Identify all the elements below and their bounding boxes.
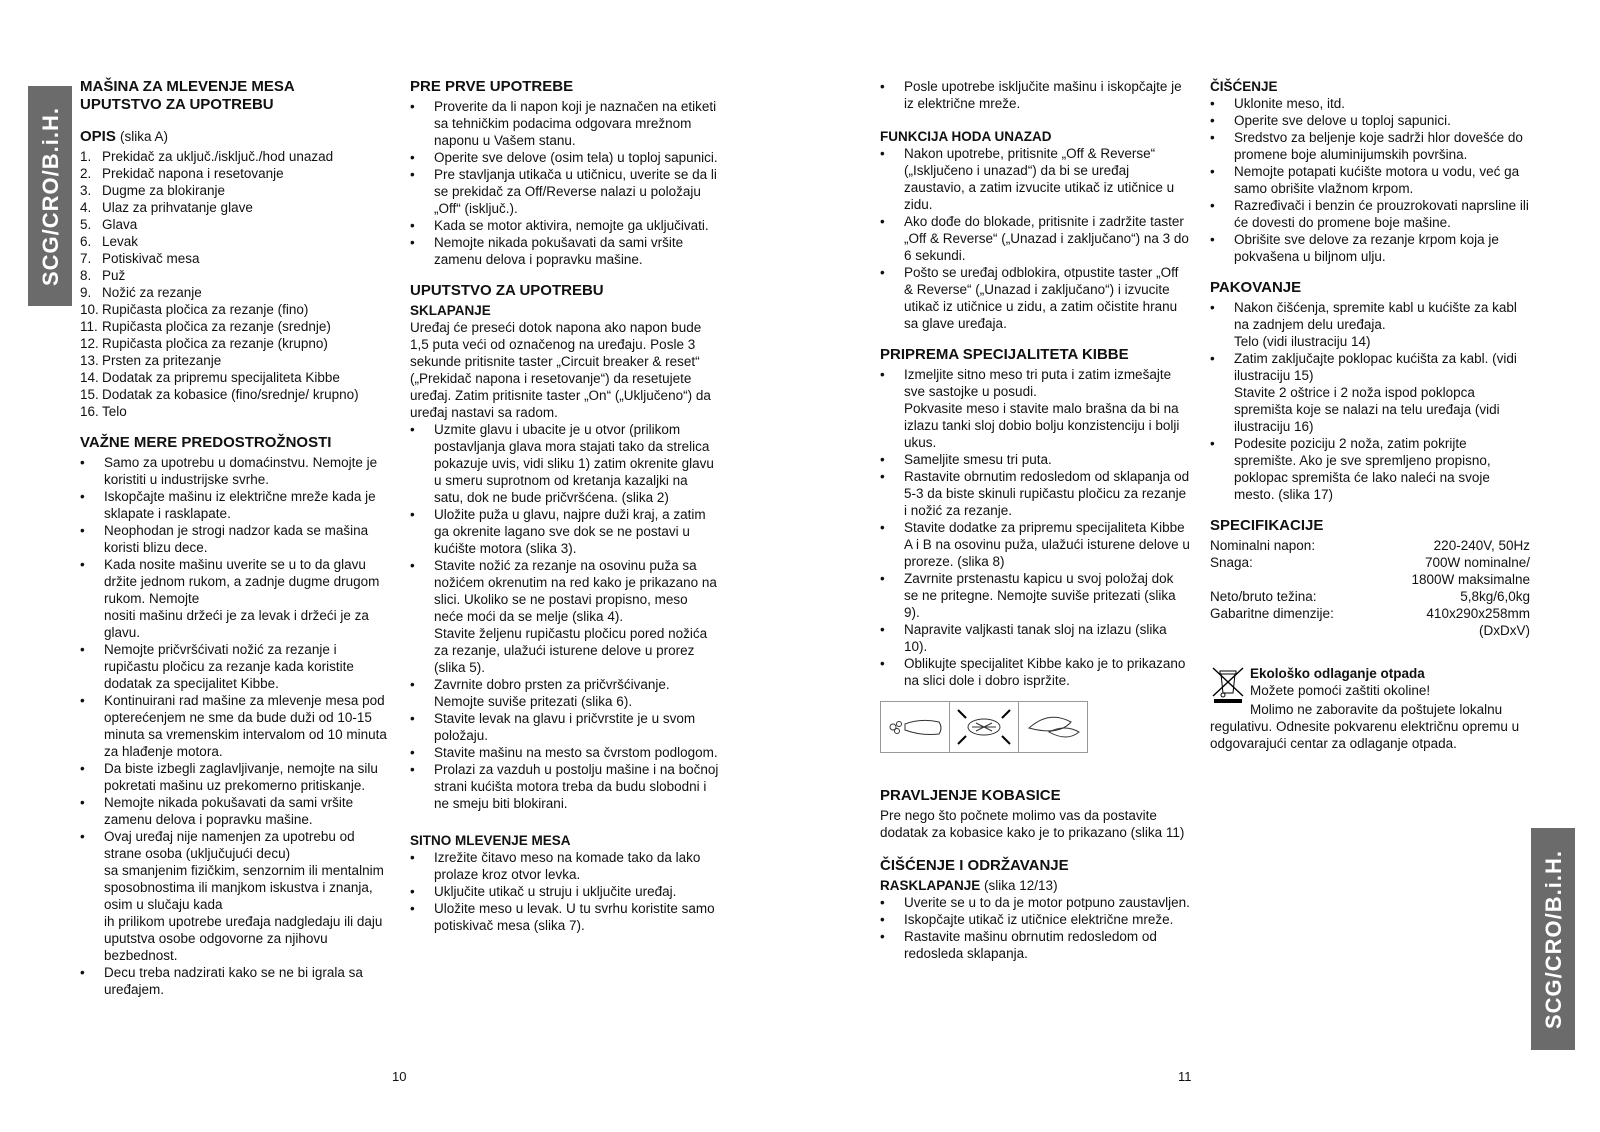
spec-key: Neto/bruto težina: [1210,589,1317,604]
bullet-icon: • [410,884,415,899]
packing-list [1210,299,1530,503]
part-item [80,352,390,369]
list-item [880,911,1190,928]
spec-row [1210,605,1530,639]
bullet-icon: • [410,677,415,692]
list-item-text: Zavrnite dobro prsten za pričvršćivanje. Nemojte suviše pritezati (slika 6). [434,677,670,709]
bullet-icon: • [80,642,85,657]
list-item-text: Rastavite mašinu obrnutim redosledom od redosleda sklapanja. [904,929,1157,961]
list-item [80,964,390,998]
safety-heading: VAŽNE MERE PREDOSTROŽNOSTI [80,434,332,451]
list-item [410,557,720,676]
list-item-text: Kontinuirani rad mašine za mlevenje mesa pod opterećenjem ne sme da bude duži od 10-15 minuta sa vremenskim intervalom od 10 minuta za hlađenje motora. [104,693,387,759]
bullet-icon: • [880,265,885,280]
bullet-icon: • [410,235,415,250]
part-item [80,318,390,335]
bullet-icon: • [1210,130,1215,145]
bullet-icon: • [880,622,885,637]
bullet-icon: • [80,795,85,810]
bullet-icon: • [880,469,885,484]
part-number: 15. [80,387,99,402]
list-item [880,621,1190,655]
part-item [80,250,390,267]
kibbe-shaped-illustration [1019,702,1087,752]
list-item-text: Sredstvo za beljenje koje sadrži hlor dovešće do promene boje aluminijumskih površina. [1234,130,1523,162]
list-item [1210,95,1530,112]
packing-heading: PAKOVANJE [1210,279,1302,296]
bullet-icon: • [1210,351,1215,366]
part-number: 1. [80,149,92,164]
column-4 [1210,78,1530,752]
list-item [1210,350,1530,435]
bullet-icon: • [410,218,415,233]
list-item [80,522,390,556]
list-item [80,828,390,964]
list-item-text: Stavite mašinu na mesto sa čvrstom podlogom. [434,745,718,760]
spec-value: 700W nominalne/ 1800W maksimalne [1411,555,1530,587]
kibbe-tube-illustration [881,702,950,752]
fine-mincing-heading: SITNO MLEVENJE MESA [410,833,571,848]
list-item [1210,163,1530,197]
part-item [80,301,390,318]
specifications-table [1210,537,1530,639]
part-number: 10. [80,302,99,317]
list-item-text: Decu treba nadzirati kako se ne bi igrala sa uređajem. [104,965,363,997]
list-item-text: Podesite poziciju 2 noža, zatim pokrijte spremište. Ako je sve spremljeno propisno, poklopac spremišta će lako naleći na svoje mesto. (slika 17) [1234,436,1491,502]
list-item [80,488,390,522]
kibbe-illustration [880,701,1088,753]
list-item [1210,112,1530,129]
list-item [410,421,720,506]
disassembly-list [880,894,1190,962]
spec-key: Snaga: [1210,555,1253,570]
list-item-text: Sameljite smesu tri puta. [904,452,1052,467]
bullet-icon: • [410,745,415,760]
list-item [80,760,390,794]
part-item [80,216,390,233]
part-number: 16. [80,404,99,419]
part-label: Puž [102,268,126,283]
reverse-heading: FUNKCIJA HODA UNAZAD [880,129,1052,144]
bullet-icon: • [880,929,885,944]
part-item [80,369,390,386]
part-number: 13. [80,353,99,368]
list-item-text: Samo za upotrebu u domaćinstvu. Nemojte je koristiti u industrijske svrhe. [104,455,378,487]
part-label: Rupičasta pločica za rezanje (krupno) [102,336,328,351]
list-item [80,794,390,828]
list-item [410,761,720,812]
eco-text: Molimo ne zaboravite da poštujete lokalnu regulativu. Odnesite pokvarenu električnu opremu u odgovarajući centar za odlaganje otpada. [1210,702,1520,751]
list-item [80,692,390,760]
list-item [80,454,390,488]
list-item-text: Prolazi za vazduh u postolju mašine i na bočnoj strani kućišta motora treba da budu slobodni i ne smeju biti blokirani. [434,762,719,811]
bullet-icon: • [410,558,415,573]
bullet-icon: • [1210,96,1215,111]
eco-line-1: Možete pomoći zaštiti okoline! [1250,683,1431,698]
continued-list [880,78,1190,112]
column-1 [80,78,390,998]
list-item-text: Nakon čišćenja, spremite kabl u kućište za kabl na zadnjem delu uređaja. Telo (vidi ilustraciju 14) [1234,300,1517,349]
part-item [80,335,390,352]
part-label: Dugme za blokiranje [102,183,226,198]
language-tab-left: SCG/CRO/B.i.H. [28,86,72,306]
part-item [80,148,390,165]
part-number: 4. [80,200,92,215]
part-label: Telo [102,404,127,419]
list-item-text: Nemojte nikada pokušavati da sami vršite zamenu delova i popravku mašine. [104,795,354,827]
list-item [1210,197,1530,231]
bullet-icon: • [880,452,885,467]
list-item [410,900,720,934]
list-item-text: Oblikujte specijalitet Kibbe kako je to prikazano na slici dole i dobro ispržite. [904,656,1186,688]
list-item [1210,231,1530,265]
specifications-heading: SPECIFIKACIJE [1210,517,1324,534]
list-item [410,710,720,744]
list-item [880,570,1190,621]
fine-mincing-list [410,849,720,934]
list-item-text: Nakon upotrebe, pritisnite „Off & Reverse“ („Isključeno i unazad“) da bi se uređaj zaustavio, a zatim izvucite utikač iz utičnice u zidu. [904,146,1175,212]
list-item-text: Operite sve delove u toploj sapunici. [1234,113,1451,128]
list-item-text: Nemojte potapati kućište motora u vodu, već ga samo obrišite vlažnom krpom. [1234,164,1520,196]
list-item [880,213,1190,264]
spec-key: Gabaritne dimenzije: [1210,606,1334,621]
list-item [880,928,1190,962]
part-number: 5. [80,217,92,232]
list-item [410,883,720,900]
pre-use-heading: PRE PRVE UPOTREBE [410,78,574,95]
parts-list [80,148,390,420]
spec-row [1210,588,1530,605]
list-item [80,556,390,641]
list-item [880,451,1190,468]
spec-value: 5,8kg/6,0kg [1460,589,1530,604]
bullet-icon: • [410,167,415,182]
list-item [1210,299,1530,350]
part-number: 6. [80,234,92,249]
list-item-text: Neophodan je strogi nadzor kada se mašina koristi blizu dece. [104,523,369,555]
part-label: Prekidač za uključ./isključ./hod unazad [102,149,334,164]
bullet-icon: • [410,507,415,522]
document-title: MAŠINA ZA MLEVENJE MESA UPUTSTVO ZA UPOTREBU [80,78,295,113]
page-number-left: 10 [392,1069,407,1084]
bullet-icon: • [880,520,885,535]
spec-value: 220-240V, 50Hz [1433,538,1530,553]
bullet-icon: • [880,367,885,382]
list-item-text: Izmeljite sitno meso tri puta i zatim izmešajte sve sastojke u posudi. Pokvasite meso i stavite malo brašna da bi na izlazu tanki sloj dobio bolju konzistenciju i bolji ukus. [904,367,1180,450]
part-label: Levak [102,234,139,249]
language-tab-right: SCG/CRO/B.i.H. [1531,828,1575,1050]
list-item-text: Iskopčajte mašinu iz električne mreže kada je sklapate i rasklapate. [104,489,376,521]
list-item-text: Razređivači i benzin će prouzrokovati naprsline ili će dovesti do promene boje mašine. [1234,198,1529,230]
bullet-icon: • [1210,198,1215,213]
bullet-icon: • [880,912,885,927]
pre-use-list [410,98,720,268]
kibbe-filling-illustration [950,702,1019,752]
list-item-text: Kada nosite mašinu uverite se u to da glavu držite jednom rukom, a zadnje dugme drugom rukom. Nemojte nositi mašinu držeći je za levak i držeći je za glavu. [104,557,380,640]
sausage-text: Pre nego što počnete molimo vas da postavite dodatak za kobasice kako je to prikazano (slika 11) [880,808,1185,840]
part-item [80,267,390,284]
list-item-text: Obrišite sve delove za rezanje krpom koja je pokvašena u biljnom ulju. [1234,232,1499,264]
part-number: 8. [80,268,92,283]
part-label: Rupičasta pločica za rezanje (srednje) [102,319,331,334]
part-label: Ulaz za prihvatanje glave [102,200,253,215]
part-label: Dodatak za kobasice (fino/srednje/ krupno) [102,387,359,402]
list-item-text: Ako dođe do blokade, pritisnite i zadržite taster „Off & Reverse“ („Unazad i zaključano“) na 3 do 6 sekundi. [904,214,1189,263]
part-number: 12. [80,336,99,351]
list-item [880,519,1190,570]
assembly-list [410,421,720,812]
list-item [880,264,1190,332]
list-item-text: Uklonite meso, itd. [1234,96,1346,111]
list-item [1210,129,1530,163]
bullet-icon: • [1210,436,1215,451]
part-label: Nožić za rezanje [102,285,202,300]
assembly-heading: SKLAPANJE [410,303,491,318]
list-item [880,145,1190,213]
list-item [410,166,720,217]
list-item [410,676,720,710]
bullet-icon: • [880,146,885,161]
list-item [880,894,1190,911]
list-item [880,78,1190,112]
list-item-text: Izrežite čitavo meso na komade tako da lako prolaze kroz otvor levka. [434,850,701,882]
list-item-text: Operite sve delove (osim tela) u toploj sapunici. [434,150,718,165]
part-label: Prsten za pritezanje [102,353,222,368]
list-item [880,655,1190,689]
list-item-text: Kada se motor aktivira, nemojte ga uključivati. [434,218,709,233]
bullet-icon: • [80,965,85,980]
part-number: 9. [80,285,92,300]
column-3 [880,78,1190,962]
part-label: Potiskivač mesa [102,251,200,266]
part-item [80,284,390,301]
part-label: Dodatak za pripremu specijaliteta Kibbe [102,370,340,385]
safety-list [80,454,390,998]
part-label: Glava [102,217,138,232]
part-item [80,182,390,199]
list-item-text: Nemojte nikada pokušavati da sami vršite zamenu delova i popravku mašine. [434,235,684,267]
list-item-text: Zavrnite prstenastu kapicu u svoj položaj dok se ne pritegne. Nemojte suviše pritezati (slika 9). [904,571,1176,620]
bullet-icon: • [880,895,885,910]
list-item-text: Pošto se uređaj odblokira, otpustite taster „Off & Reverse“ („Unazad i zaključano“) i izvucite utikač iz utičnice u zidu, a zatim očistite hranu sa glave uređaja. [904,265,1179,331]
list-item-text: Iskopčajte utikač iz utičnice električne mreže. [904,912,1174,927]
cleaning-maintenance-heading: ČIŠĆENJE I ODRŽAVANJE [880,857,1069,874]
list-item-text: Uložite puža u glavu, najpre duži kraj, a zatim ga okrenite lagano sve dok se ne postavi u kućište motora (slika 3). [434,507,706,556]
part-item [80,403,390,420]
list-item [410,149,720,166]
spec-value: 410x290x258mm (DxDxV) [1426,606,1530,638]
bullet-icon: • [410,150,415,165]
part-item [80,233,390,250]
disassembly-heading: RASKLAPANJE (slika 12/13) [880,878,1058,893]
bullet-icon: • [410,762,415,777]
bullet-icon: • [410,901,415,916]
bullet-icon: • [80,489,85,504]
reverse-list [880,145,1190,332]
list-item [880,468,1190,519]
bullet-icon: • [880,214,885,229]
part-number: 2. [80,166,92,181]
list-item [410,234,720,268]
part-number: 11. [80,319,98,334]
kibbe-list [880,366,1190,689]
part-number: 14. [80,370,99,385]
bullet-icon: • [880,79,885,94]
part-number: 7. [80,251,92,266]
list-item [410,744,720,761]
list-item-text: Pre stavljanja utikača u utičnicu, uverite se da li se prekidač za Off/Reverse nalazi u položaju „Off“ (isključ.). [434,167,717,216]
list-item-text: Zatim zaključajte poklopac kućišta za kabl. (vidi ilustraciju 15) Stavite 2 oštrice i 2 noža ispod poklopca spremišta koje se nalazi na telu uređaja (vidi ilustraciju 16) [1234,351,1517,434]
list-item-text: Stavite nožić za rezanje na osovinu puža sa nožićem okrenutim na red kako je prikazano na slici. Ukoliko se ne postavi propisno, meso neće moći da se melje (slika 4). Stavite željenu rupičastu pločicu pored nožića za rezanje, ulažući isturene delove u prorez (slika 5). [434,558,717,675]
bullet-icon: • [80,557,85,572]
list-item-text: Da biste izbegli zaglavljivanje, nemojte na silu pokretati mašinu uz prekomerno pritiskanje. [104,761,378,793]
part-item [80,199,390,216]
page-number-right: 11 [1178,1069,1192,1084]
list-item-text: Uzmite glavu i ubacite je u otvor (prilikom postavljanja glava mora stajati tako da strelica pokazuje uvis, vidi sliku 1) zatim okrenite glavu u smeru suprotnom od kretanja kazaljki na satu, dok ne bude pričvršćena. (slika 2) [434,422,714,505]
list-item-text: Uverite se u to da je motor potpuno zaustavljen. [904,895,1190,910]
bullet-icon: • [80,829,85,844]
list-item [1210,435,1530,503]
part-label: Rupičasta pločica za rezanje (fino) [102,302,309,317]
list-item-text: Uključite utikač u struju i uključite uređaj. [434,884,677,899]
bullet-icon: • [1210,232,1215,247]
bullet-icon: • [880,571,885,586]
bullet-icon: • [80,761,85,776]
bullet-icon: • [1210,300,1215,315]
bullet-icon: • [1210,164,1215,179]
bullet-icon: • [410,99,415,114]
kibbe-heading: PRIPREMA SPECIJALITETA KIBBE [880,346,1129,363]
list-item-text: Napravite valjkasti tanak sloj na izlazu (slika 10). [904,622,1167,654]
sausage-heading: PRAVLJENJE KOBASICE [880,787,1061,804]
column-2 [410,78,720,934]
bullet-icon: • [80,693,85,708]
opis-heading: OPIS (slika A) [80,128,169,145]
usage-heading: UPUTSTVO ZA UPOTREBU [410,282,604,299]
bullet-icon: • [410,711,415,726]
list-item-text: Stavite levak na glavu i pričvrstite je u svom položaju. [434,711,696,743]
cleaning-list [1210,95,1530,265]
list-item-text: Stavite dodatke za pripremu specijaliteta Kibbe A i B na osovinu puža, ulažući isturene delove u proreze. (slika 8) [904,520,1190,569]
list-item [80,641,390,692]
cleaning-heading: ČIŠĆENJE [1210,79,1278,94]
eco-disposal [1210,665,1530,752]
spec-row [1210,537,1530,554]
part-number: 3. [80,183,92,198]
list-item [410,98,720,149]
assembly-intro: Uređaj će preseći dotok napona ako napon bude 1,5 puta veći od označenog na uređaju. Posle 3 sekunde pritisnite taster „Circuit breaker & reset“ („Prekidač napona i resetovanje“) da resetujete uređaj. Zatim pritisnite taster „On“ („Uključeno“) da uređaj nastavi sa radom. [410,320,711,420]
crossed-bin-icon [1210,665,1246,703]
part-item [80,386,390,403]
list-item-text: Rastavite obrnutim redosledom od sklapanja od 5-3 da biste skinuli rupičastu pločicu za rezanje i nožić za rezanje. [904,469,1190,518]
list-item-text: Proverite da li napon koji je naznačen na etiketi sa tehničkim podacima odgovara mrežnom naponu u Vašem stanu. [434,99,717,148]
list-item-text: Posle upotrebe isključite mašinu i iskopčajte je iz električne mreže. [904,79,1182,111]
bullet-icon: • [80,523,85,538]
eco-heading: Ekološko odlaganje otpada [1250,666,1425,681]
bullet-icon: • [880,656,885,671]
bullet-icon: • [410,422,415,437]
list-item [410,217,720,234]
list-item-text: Ovaj uređaj nije namenjen za upotrebu od strane osoba (uključujući decu) sa smanjenim fizičkim, senzornim ili mentalnim sposobnostima ili manjkom iskustva i znanja, osim u slučaju kada ih prilikom upotrebe uređaja nadgledaju ili daju uputstva osobe odgovorne za njihovu bezbednost. [104,829,384,963]
list-item [880,366,1190,451]
spec-row [1210,554,1530,588]
list-item-text: Uložite meso u levak. U tu svrhu koristite samo potiskivač mesa (slika 7). [434,901,715,933]
part-label: Prekidač napona i resetovanje [102,166,284,181]
part-item [80,165,390,182]
list-item [410,849,720,883]
list-item [410,506,720,557]
bullet-icon: • [1210,113,1215,128]
spec-key: Nominalni napon: [1210,538,1316,553]
bullet-icon: • [410,850,415,865]
list-item-text: Nemojte pričvršćivati nožić za rezanje i rupičastu pločicu za rezanje kada koristite dodatak za specijalitet Kibbe. [104,642,354,691]
bullet-icon: • [80,455,85,470]
